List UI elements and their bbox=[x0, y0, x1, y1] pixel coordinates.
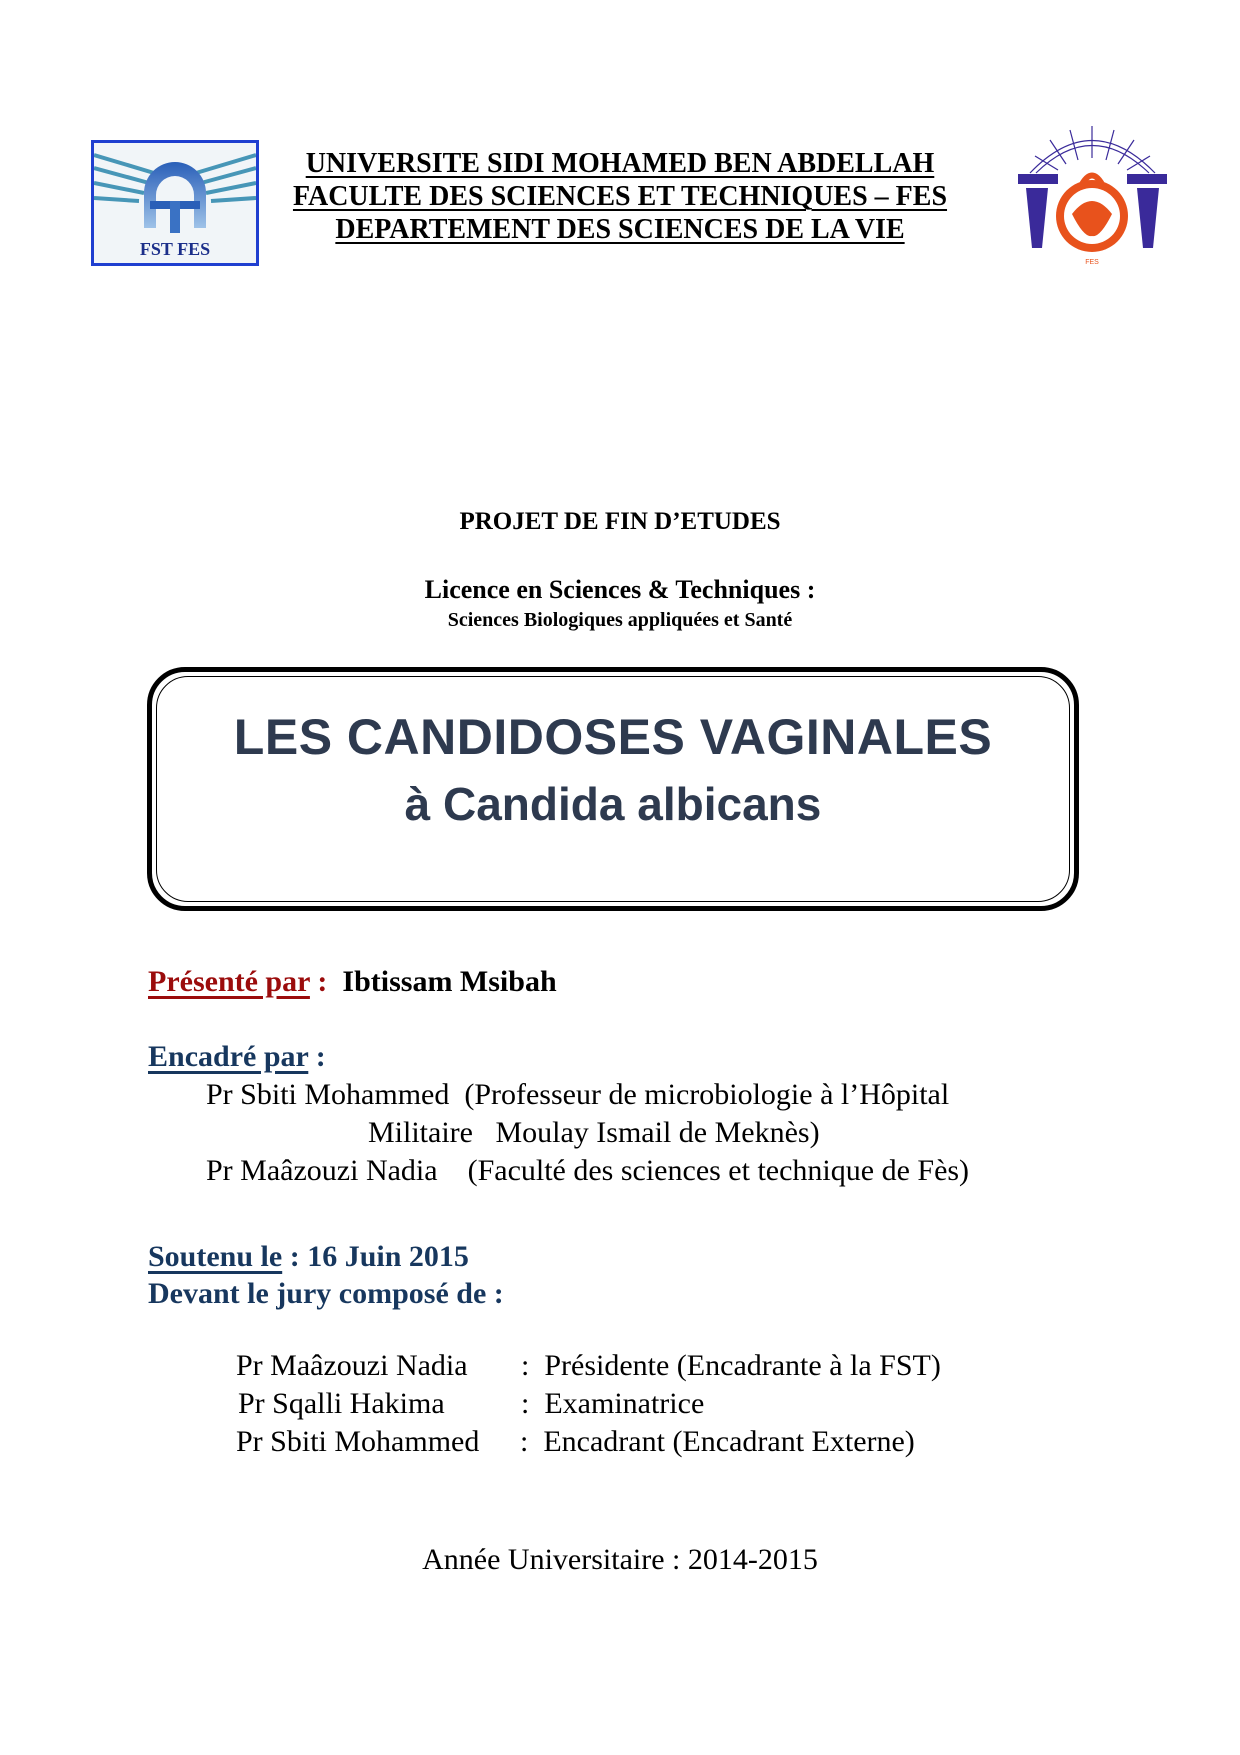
university-header bbox=[260, 147, 980, 246]
jury-member-role: Examinatrice bbox=[544, 1387, 705, 1420]
presented-by-colon: : bbox=[309, 965, 328, 998]
jury-member: Pr Sbiti Mohammed : Encadrant (Encadrant Externe) bbox=[236, 1425, 915, 1458]
fst-logo-emblem-icon bbox=[94, 143, 256, 263]
supervisor-line: Pr Sbiti Mohammed (Professeur de microbiologie à l’Hôpital bbox=[206, 1078, 950, 1111]
jury-member-name: Pr Maâzouzi Nadia bbox=[236, 1349, 468, 1382]
licence-degree: Licence en Sciences & Techniques : bbox=[424, 575, 816, 604]
defense-date-label: Soutenu le bbox=[148, 1240, 283, 1273]
supervised-by-label: Encadré par bbox=[148, 1040, 309, 1073]
jury-member: Pr Maâzouzi Nadia : Présidente (Encadrante à la FST) bbox=[236, 1349, 941, 1382]
svg-text:FES: FES bbox=[1085, 259, 1099, 266]
thesis-subtitle: à Candida albicans bbox=[404, 778, 822, 830]
jury-member: Pr Sqalli Hakima : Examinatrice bbox=[238, 1387, 705, 1420]
title-box bbox=[147, 667, 1079, 911]
presented-by bbox=[148, 965, 557, 999]
academic-year: Année Universitaire : 2014-2015 bbox=[422, 1543, 818, 1576]
jury-member-role: Encadrant (Encadrant Externe) bbox=[543, 1425, 915, 1458]
presented-by-label: Présenté par bbox=[148, 965, 310, 998]
jury-member-name: Pr Sbiti Mohammed bbox=[236, 1425, 480, 1458]
university-name: UNIVERSITE SIDI MOHAMED BEN ABDELLAH bbox=[305, 148, 935, 179]
jury-label: Devant le jury composé de : bbox=[148, 1277, 504, 1310]
supervisor-line: Pr Maâzouzi Nadia (Faculté des sciences et technique de Fès) bbox=[206, 1154, 970, 1187]
defense-date bbox=[148, 1240, 469, 1274]
supervisor-line: Militaire Moulay Ismail de Meknès) bbox=[368, 1116, 820, 1149]
fst-fes-logo bbox=[91, 140, 259, 266]
project-type: PROJET DE FIN D’ETUDES bbox=[459, 508, 781, 535]
jury-member-name: Pr Sqalli Hakima bbox=[238, 1387, 445, 1420]
svg-text:FST FES: FST FES bbox=[139, 239, 211, 259]
department-name: DEPARTEMENT DES SCIENCES DE LA VIE bbox=[335, 214, 905, 245]
faculty-name: FACULTE DES SCIENCES ET TECHNIQUES – FES bbox=[292, 181, 948, 212]
thesis-title: LES CANDIDOSES VAGINALES bbox=[233, 709, 993, 765]
defense-date-value: : 16 Juin 2015 bbox=[282, 1240, 469, 1273]
supervised-by-colon: : bbox=[308, 1040, 326, 1073]
author-name: Ibtissam Msibah bbox=[342, 965, 557, 998]
supervised-by bbox=[148, 1040, 326, 1074]
university-emblem-icon bbox=[1010, 118, 1175, 268]
university-logo bbox=[1010, 118, 1175, 268]
specialty: Sciences Biologiques appliquées et Santé bbox=[447, 609, 793, 631]
jury-member-role: Présidente (Encadrante à la FST) bbox=[544, 1349, 941, 1382]
